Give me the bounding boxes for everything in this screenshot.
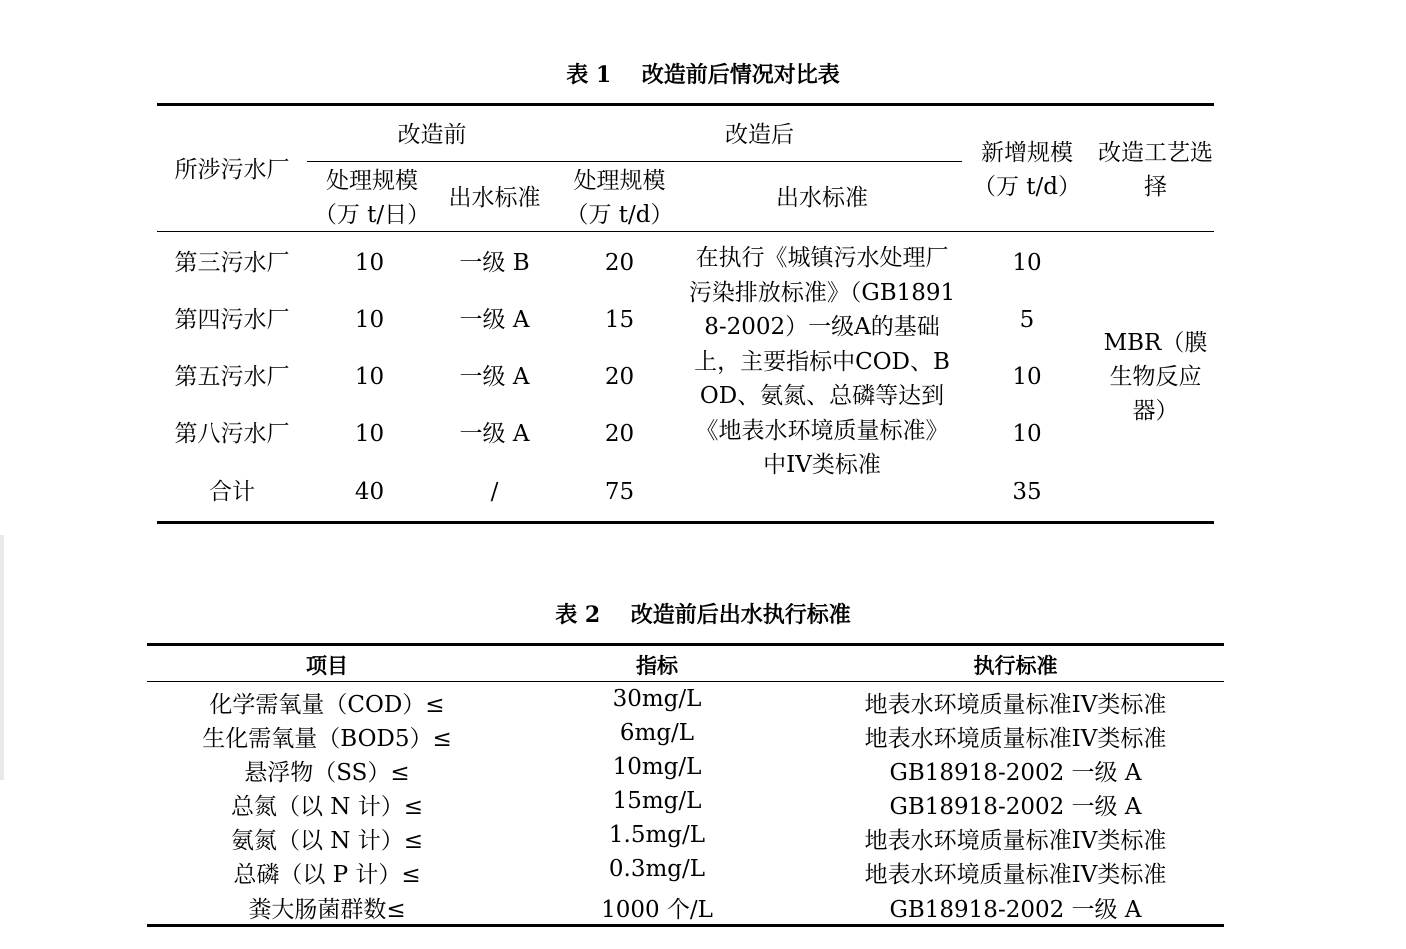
- cell-index: 6mg/L: [619, 720, 695, 746]
- header-plant: 所涉污水厂: [174, 157, 290, 183]
- cell-item: 总磷（以 P 计）≤: [233, 862, 421, 888]
- header-item: 项目: [306, 653, 348, 678]
- cell-standard: GB18918-2002 一级 A: [889, 760, 1142, 786]
- cell-standard: 地表水环境质量标准IV类标准: [864, 726, 1167, 752]
- cell-item: 化学需氧量（COD）≤: [209, 692, 445, 718]
- cell-item: 总氮（以 N 计）≤: [230, 794, 424, 820]
- cell-before-scale: 10: [354, 250, 385, 276]
- table2-caption: 表 2 改造前后出水执行标准: [555, 602, 851, 628]
- cell-item: 悬浮物（SS）≤: [244, 760, 410, 786]
- cell-item: 粪大肠菌群数≤: [248, 897, 406, 923]
- cell-after-scale: 15: [604, 307, 635, 333]
- table1-caption: 表 1 改造前后情况对比表: [566, 62, 840, 88]
- header-before: 改造前: [397, 122, 467, 148]
- header-new-scale: 新增规模（万 t/d）: [972, 140, 1082, 200]
- cell-index: 1000 个/L: [601, 897, 713, 923]
- cell-item: 氨氮（以 N 计）≤: [230, 828, 424, 854]
- table2-top-rule: [147, 643, 1224, 646]
- cell-new-scale: 10: [1012, 364, 1042, 390]
- cell-before-standard: 一级 A: [459, 364, 530, 390]
- cell-plant: 第三污水厂: [174, 250, 290, 276]
- cell-before-standard: /: [490, 479, 499, 505]
- header-after-scale: 处理规模（万 t/d）: [565, 168, 674, 228]
- cell-before-standard: 一级 B: [459, 250, 530, 276]
- cell-item: 生化需氧量（BOD5）≤: [202, 726, 452, 752]
- cell-after-scale: 20: [604, 250, 635, 276]
- cell-new-scale: 5: [1019, 307, 1035, 333]
- header-before-standard: 出水标准: [448, 185, 541, 211]
- cell-standard: GB18918-2002 一级 A: [889, 794, 1142, 820]
- header-standard: 执行标准: [973, 653, 1058, 678]
- cell-process-merged: MBR（膜生物反应器）: [1103, 330, 1208, 424]
- cell-before-scale: 10: [354, 307, 385, 333]
- cell-before-scale: 10: [354, 364, 385, 390]
- cell-index: 15mg/L: [612, 788, 702, 814]
- cell-after-scale: 20: [604, 364, 635, 390]
- cell-new-scale: 10: [1012, 421, 1042, 447]
- cell-before-scale: 40: [354, 479, 385, 505]
- cell-index: 0.3mg/L: [608, 856, 706, 882]
- cell-before-standard: 一级 A: [459, 307, 530, 333]
- cell-plant: 第四污水厂: [174, 307, 290, 333]
- cell-index: 30mg/L: [612, 686, 702, 712]
- cell-plant: 第五污水厂: [174, 364, 290, 390]
- cell-after-scale: 75: [604, 479, 635, 505]
- cell-new-scale: 10: [1012, 250, 1042, 276]
- cell-before-standard: 一级 A: [459, 421, 530, 447]
- table2-header-rule: [147, 681, 1224, 682]
- cell-plant: 第八污水厂: [174, 421, 290, 447]
- cell-index: 10mg/L: [612, 754, 702, 780]
- cell-plant: 合计: [209, 479, 255, 505]
- cell-after-standard-merged: 在执行《城镇污水处理厂污染排放标准》（GB18918-2002）一级A的基础上，主要指标中COD、BOD、氨氮、总磷等达到《地表水环境质量标准》中IV类标准: [688, 245, 956, 478]
- table1-bottom-rule: [157, 521, 1214, 524]
- cell-after-scale: 20: [604, 421, 635, 447]
- table1-group-rule: [307, 161, 962, 162]
- header-index: 指标: [636, 653, 678, 678]
- header-after-standard: 出水标准: [776, 185, 868, 211]
- cell-before-scale: 10: [354, 421, 385, 447]
- cell-standard: GB18918-2002 一级 A: [889, 897, 1142, 923]
- cell-standard: 地表水环境质量标准IV类标准: [864, 828, 1167, 854]
- header-before-scale: 处理规模（万 t/日）: [313, 168, 431, 228]
- table2-bottom-rule: [147, 924, 1224, 927]
- left-edge-shadow: [0, 535, 4, 780]
- table1-top-rule: [157, 103, 1214, 106]
- header-process: 改造工艺选择: [1098, 140, 1213, 200]
- header-after: 改造后: [725, 122, 794, 148]
- cell-standard: 地表水环境质量标准IV类标准: [864, 862, 1167, 888]
- cell-index: 1.5mg/L: [608, 822, 706, 848]
- cell-new-scale: 35: [1012, 479, 1042, 505]
- cell-standard: 地表水环境质量标准IV类标准: [864, 692, 1167, 718]
